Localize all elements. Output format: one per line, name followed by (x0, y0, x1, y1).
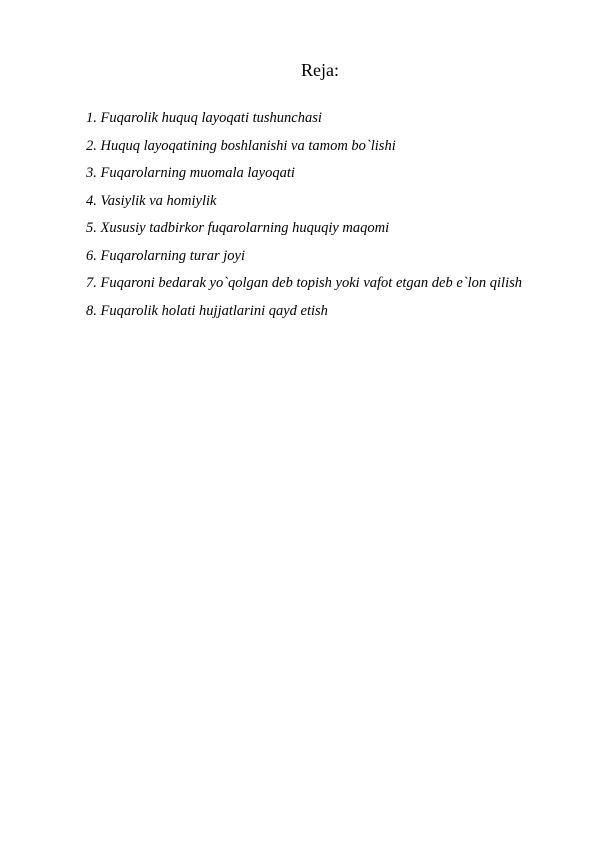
plan-item: 8. Fuqarolik holati hujjatlarini qayd etish (86, 302, 328, 319)
plan-item: 6. Fuqarolarning turar joyi (86, 247, 245, 264)
plan-item: 4. Vasiylik va homiylik (86, 192, 217, 209)
plan-list (86, 105, 536, 325)
plan-item: 2. Huquq layoqatining boshlanishi va tamom bo`lishi (86, 137, 396, 154)
plan-item: 5. Xususiy tadbirkor fuqarolarning huquqiy maqomi (86, 220, 390, 236)
plan-item: 1. Fuqarolik huquq layoqati tushunchasi (86, 110, 322, 126)
plan-item: 3. Fuqarolarning muomala layoqati (86, 165, 295, 181)
page-title: Reja: (301, 60, 339, 80)
plan-item: 7. Fuqaroni bedarak yo`qolgan deb topish yoki vafot etgan deb e`lon qilish (86, 275, 522, 291)
